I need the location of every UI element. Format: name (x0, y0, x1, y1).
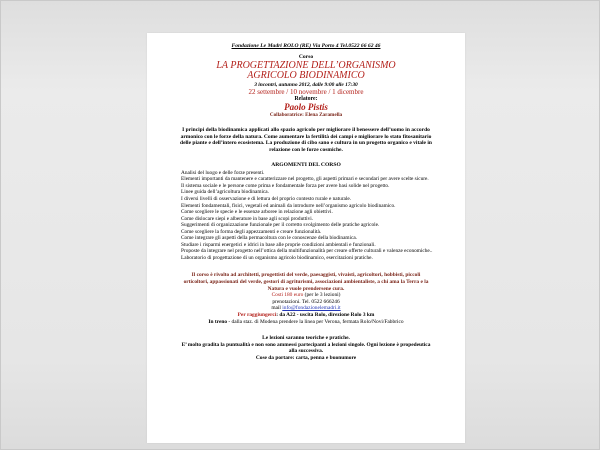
intro-paragraph: I principi della biodinamica applicati allo spazio agricolo per migliorare il benessere dell’uomo in accordo armonico con le forze della natura. Come aumentare la fertilità dei campi e migliorare lo stato fitosanitario delle piante e dell’intero ecosistema. La produzione di cibo sano e cultura in un progetto organico e vitale in relazione con le forze cosmiche. (180, 127, 432, 154)
directions-train-text: - dalla staz. di Modena prendere la linea per Verona, fermata Rolo/Novi/Fabbrico (227, 318, 404, 325)
list-item: Come scegliere la forma degli appezzamenti e creare funzionalità. (181, 228, 322, 235)
directions-train-label: In treno (208, 318, 228, 325)
directions-train-line (147, 319, 465, 326)
course-dates: 22 settembre / 10 novembre / 1 dicembre (248, 88, 364, 96)
directions-car-line (147, 312, 465, 319)
directions-car-text: : da A22 - uscita Rolo, direzione Rolo 3 km (276, 312, 375, 319)
cost-amount: Costi 180 euro (271, 292, 304, 299)
cost-line (147, 292, 465, 299)
course-title-line-1: LA PROGETTAZIONE DELL’ORGANISMO (216, 60, 396, 71)
closing-notes (147, 335, 465, 361)
organization-line: Fondazione Le Madri ROLO (RE) Via Porto 4 Tel.0522 66 62 46 (231, 43, 381, 49)
mail-label: mail (271, 305, 283, 312)
list-item: Analisi del luogo e delle forze presenti. (181, 169, 265, 176)
list-item: Suggerimenti di organizzazione funzionale per il corretto svolgimento delle pratiche agricole. (181, 222, 380, 229)
course-title-line-2: AGRICOLO BIODINAMICO (247, 70, 365, 81)
booking-line: prenotazioni. Tel. 0522 666246 (272, 298, 340, 305)
email-link[interactable]: info@fondazionelemadri.it (282, 305, 341, 312)
closing-line-1: Le lezioni saranno teoriche e pratiche. (262, 335, 350, 342)
mail-line (147, 305, 465, 312)
cost-note: (per le 3 lezioni) (303, 292, 341, 299)
directions-car-label: Per raggiungerci (237, 312, 277, 319)
list-item: Laboratorio di progettazione di un organismo agricolo biodinamico, esercitazioni pratiche. (181, 254, 373, 261)
list-item: Il sistema sociale e le persone come prima e fondamentale forza per avere basi solide nel progetto. (181, 182, 390, 189)
collaborator-line: Collaboratrice: Elena Zaramella (269, 112, 343, 118)
course-title (147, 61, 465, 81)
course-label: Corso (298, 54, 314, 60)
audience-paragraph: Il corso è rivolto ad architetti, progettisti del verde, paesaggisti, vivaisti, agricoltori, hobbisti, piccoli orticoltori, appassionati del verde, gestori di agriturismi, associazioni ambientaliste, a chi ama la Terra e la Natura e vuole prendersene cura. (183, 272, 429, 292)
list-item: Studiare i risparmi energetici e idrici in base alle proprie condizioni ambientali e funzionali. (181, 241, 376, 248)
list-item: Come integrare gli aspetti della permacoltura con le conoscenze della biodinamica. (181, 235, 358, 242)
list-item: Elementi fondamentali, fisici, vegetali ed animali da introdurre nell’organismo agricolo biodinamico. (181, 202, 396, 209)
list-item: Come scegliere le specie e le essenze arboree in relazione agli obiettivi. (181, 209, 333, 216)
arguments-title: ARGOMENTI DEL CORSO (271, 161, 341, 168)
list-item: I diversi livelli di osservazione e di lettura del proprio contesto rurale e naturale. (181, 196, 352, 202)
list-item: Elementi importanti da mantenere e caratterizzare nel progetto, gli aspetti primari e secondari per avere scelte sicure. (181, 176, 429, 183)
closing-line-2: E’ molto gradita la puntualità e non sono ammessi partecipanti a lezioni singole. Ogni lezione è propedeutica alla successiva. (181, 341, 431, 355)
list-item: Proposte da integrare nel progetto nell’ottica della multifunzionalità per creare offerte culturali e valenze economiche.. (181, 248, 433, 255)
speaker-label: Relatore: (294, 96, 318, 102)
list-item: Linee guida dell’agricoltura biodinamica. (181, 189, 269, 196)
list-item: Come dislocare siepi e alberature in base agli scopi produttivi. (181, 215, 314, 222)
schedule-line: 3 incontri, autunno 2012, dalle 9:00 alle 17:30 (254, 82, 358, 88)
closing-line-3: Cose da portare: carta, penna e buonumore (255, 355, 357, 361)
arguments-list (147, 170, 465, 262)
document-page (147, 33, 465, 443)
speaker-name: Paolo Pistis (284, 102, 328, 112)
